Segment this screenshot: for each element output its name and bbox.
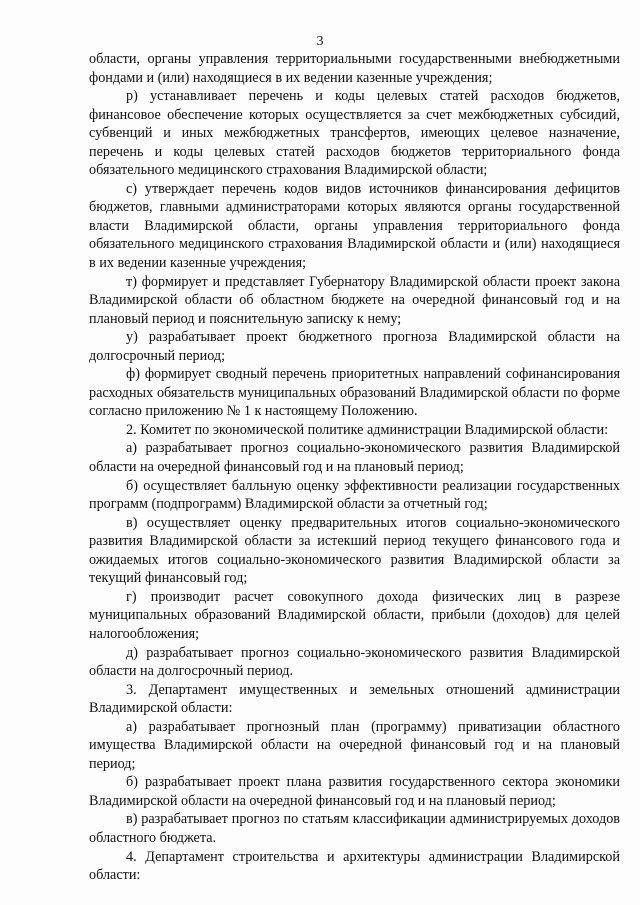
paragraph-continuation: области, органы управления территориальными государственными внебюджетными фондами и (или) находящиеся в их ведении казенные учреждения; (89, 51, 620, 86)
paragraph-item-2b: б) осуществляет балльную оценку эффективности реализации государственных программ (подпрограмм) Владимирской области за отчетный год; (89, 477, 620, 513)
paragraph-item-3b: б) разрабатывает проект плана развития государственного сектора экономики Владимирской области на очередной финансовый год и на плановый период; (89, 774, 620, 809)
paragraph-item-2g: г) производит расчет совокупного дохода физических лиц в разрезе муниципальных образований Владимирской области, прибыли (доходов) для целей налогообложения; (89, 588, 620, 642)
section-heading-4: 4. Департамент строительства и архитектуры администрации Владимирской области: (89, 848, 620, 884)
paragraph-item-3v: в) разрабатывает прогноз по статьям классификации администрируемых доходов областного бюджета. (89, 811, 620, 846)
paragraph-item-f: ф) формирует сводный перечень приоритетных направлений софинансирования расходных обязательств муниципальных образований Владимирской области по форме согласно приложению № 1 к настоящему Положению. (89, 366, 620, 420)
page-number: 3 (316, 34, 324, 49)
section-heading-3: 3. Департамент имущественных и земельных отношений администрации Владимирской области: (89, 681, 620, 717)
document-body (89, 50, 620, 885)
section-heading-2: 2. Комитет по экономической политике администрации Владимирской области: (126, 421, 609, 438)
paragraph-item-u: у) разрабатывает проект бюджетного прогноза Владимирской области на долгосрочный период; (89, 329, 620, 364)
paragraph-item-2a: а) разрабатывает прогноз социально-экономического развития Владимирской области на очередной финансовый год и на плановый период; (89, 440, 620, 476)
paragraph-item-r: р) устанавливает перечень и коды целевых статей расходов бюджетов, финансовое обеспечение которых осуществляется за счет межбюджетных субсидий, субвенций и иных межбюджетных трансфертов, имеющих целевое назначение, перечень и коды целевых статей расходов бюджетов территориального фонда обязательного медицинского страхования Владимирской области; (89, 88, 620, 179)
paragraph-item-t: т) формирует и представляет Губернатору Владимирской области проект закона Владимирской области об областном бюджете на очередной финансовый год и на плановый период и пояснительную записку к нему; (89, 273, 620, 327)
paragraph-item-2v: в) осуществляет оценку предварительных итогов социально-экономического развития Владимирской области за истекший период текущего финансового года и ожидаемых итогов социально-экономического развития Владимирской области за текущий финансовый год; (89, 514, 620, 587)
paragraph-item-s: с) утверждает перечень кодов видов источников финансирования дефицитов бюджетов, главными администраторами которых являются органы государственной власти Владимирской области, органы управления территориального фонда обязательного медицинского страхования Владимирской области и (или) находящиеся в их ведении казенные учреждения; (89, 180, 620, 272)
paragraph-item-2d: д) разрабатывает прогноз социально-экономического развития Владимирской области на долгосрочный период. (89, 644, 620, 680)
paragraph-item-3a: а) разрабатывает прогнозный план (программу) приватизации областного имущества Владимирской области на очередной финансовый год и на плановый период; (89, 718, 620, 772)
